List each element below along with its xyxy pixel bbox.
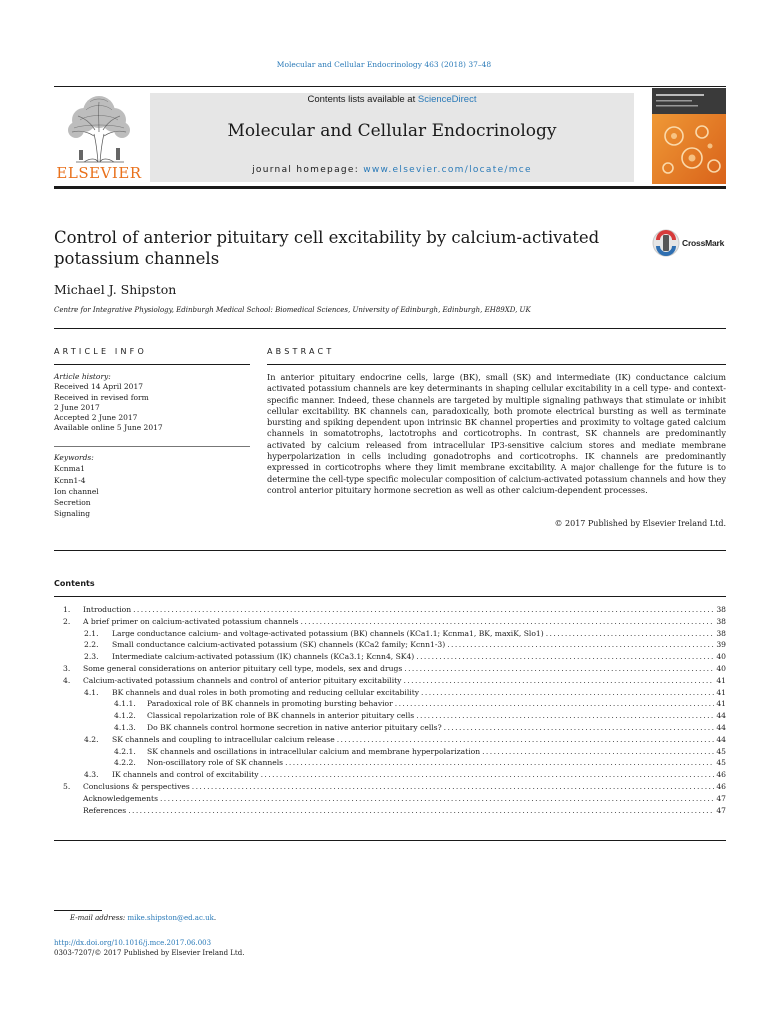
abstract-body: In anterior pituitary endocrine cells, large (BK), small (SK) and intermediate (IK) conductance calcium activated potassium channels are key determinants in shaping cellular excitability in a cell type- and context-specific manner. Indeed, these channels are targeted by multiple signaling pathways that stimulate or inhibit cellular excitability. BK channels can, paradoxically, both promote electrical bursting as well as terminate bursting and spiking dependent upon intrinsic BK channel properties and proximity to voltage gated calcium channels in somatotrophs, lactotrophs and corticotrophs. In contrast, SK channels are predominantly activated by calcium released from intracellular IP3-sensitive calcium stores and mediate membrane hyperpolarization in cells including gonadotrophs and corticotrophs. IK channels are predominantly expressed in corticotrophs where they limit membrane excitability. A major challenge for the future is to determine the cell-type specific molecular composition of calcium-activated potassium channels and how they control anterior pituitary hormone secretion as well as other calcium-dependent processes.: [267, 372, 726, 495]
toc-entry[interactable]: [54, 628, 726, 640]
journal-homepage-link[interactable]: www.elsevier.com/locate/mce: [363, 165, 532, 175]
history-divider: [54, 446, 250, 447]
toc-leader-dots: [403, 675, 714, 687]
toc-entry-number: 4.3.: [84, 770, 99, 780]
journal-header-box: [150, 93, 634, 182]
toc-entry[interactable]: [54, 675, 726, 687]
toc-entry-title: BK channels and dual roles in both promoting and reducing cellular excitability: [112, 687, 420, 697]
toc-entry-page: 38: [716, 628, 726, 638]
corresponding-author-footnote: [70, 914, 216, 922]
elsevier-logo: [54, 92, 144, 182]
keyword: Secretion: [54, 498, 91, 508]
toc-leader-dots: [261, 769, 715, 781]
article-info-rule: [54, 364, 250, 365]
toc-entry[interactable]: [54, 769, 726, 781]
toc-entry-title: Classical repolarization role of BK channels in anterior pituitary cells: [147, 711, 415, 721]
history-line: Available online 5 June 2017: [54, 423, 163, 433]
toc-entry-number: 4.1.3.: [114, 722, 136, 732]
toc-entry-page: 40: [716, 663, 726, 673]
toc-entry-title: SK channels and oscillations in intracellular calcium and membrane hyperpolarization: [147, 746, 481, 756]
toc-entry-title: Acknowledgements: [83, 793, 158, 803]
toc-entry-number: 2.: [63, 616, 71, 626]
article-history: [54, 372, 250, 434]
author-email-link[interactable]: mike.shipston@ed.ac.uk: [127, 914, 214, 922]
toc-entry-title: Some general considerations on anterior pituitary cell type, models, sex and drugs: [83, 663, 403, 673]
homepage-prefix: journal homepage:: [252, 165, 364, 175]
toc-entry[interactable]: [54, 746, 726, 758]
toc-entry-page: 41: [716, 675, 726, 685]
article-history-label: Article history:: [54, 372, 111, 381]
contents-top-rule: [54, 596, 726, 597]
toc-entry-number: 4.2.1.: [114, 746, 136, 756]
keyword: Kcnn1-4: [54, 475, 86, 485]
toc-entry-title: Small conductance calcium-activated potassium (SK) channels (KCa2 family; Kcnn1-3): [112, 640, 446, 650]
toc-entry-number: 5.: [63, 781, 71, 791]
journal-cover-icon: [652, 88, 726, 184]
history-line: 2 June 2017: [54, 402, 100, 412]
doi-link[interactable]: http://dx.doi.org/10.1016/j.mce.2017.06.003: [54, 939, 212, 947]
toc-leader-dots: [482, 746, 714, 758]
toc-entry[interactable]: [54, 616, 726, 628]
contents-bottom-rule: [54, 840, 726, 841]
toc-entry-number: 4.2.: [84, 734, 99, 744]
toc-entry-page: 47: [716, 793, 726, 803]
toc-leader-dots: [395, 698, 715, 710]
issn-line: 0303-7207/© 2017 Published by Elsevier Ireland Ltd.: [54, 949, 245, 957]
journal-citation: Molecular and Cellular Endocrinology 463 (2018) 37–48: [276, 60, 492, 69]
toc-entry-page: 38: [716, 605, 726, 614]
toc-leader-dots: [546, 628, 715, 640]
keyword: Kcnma1: [54, 464, 85, 474]
email-suffix: .: [213, 914, 217, 922]
toc-entry-page: 44: [716, 722, 726, 732]
keyword: Signaling: [54, 509, 91, 519]
toc-entry[interactable]: [54, 722, 726, 734]
toc-entry-page: 46: [716, 781, 726, 791]
footnote-rule: [54, 910, 102, 911]
sciencedirect-link[interactable]: ScienceDirect: [417, 94, 477, 105]
toc-entry-number: 2.3.: [84, 652, 99, 662]
toc-entry[interactable]: [54, 651, 726, 663]
toc-entry-title: Do BK channels control hormone secretion in native anterior pituitary cells?: [147, 722, 442, 732]
toc-entry[interactable]: [54, 793, 726, 805]
abstract-rule: [267, 364, 726, 365]
section-divider: [54, 328, 726, 329]
toc-entry-page: 47: [716, 805, 726, 815]
keywords-list: [54, 452, 250, 520]
keyword: Ion channel: [54, 486, 99, 496]
toc-entry-number: 2.2.: [84, 640, 99, 650]
toc-entry-page: 41: [716, 699, 726, 709]
history-line: Accepted 2 June 2017: [54, 413, 138, 423]
toc-leader-dots: [128, 805, 714, 817]
toc-entry-number: 4.2.2.: [114, 758, 136, 768]
elsevier-wordmark: ELSEVIER: [56, 164, 142, 182]
toc-leader-dots: [160, 793, 714, 805]
author-affiliation: Centre for Integrative Physiology, Edinburgh Medical School: Biomedical Sciences, University of Edinburgh, Edinburgh, EH89XD, UK: [54, 306, 531, 314]
toc-entry-number: 4.: [63, 675, 71, 685]
toc-leader-dots: [337, 734, 715, 746]
toc-entry[interactable]: [54, 604, 726, 616]
history-line: Received 14 April 2017: [54, 382, 143, 392]
article-info-heading: ARTICLE INFO: [54, 347, 147, 356]
toc-leader-dots: [416, 651, 714, 663]
toc-entry[interactable]: [54, 639, 726, 651]
elsevier-tree-icon: [54, 92, 144, 166]
toc-entry-number: 3.: [63, 663, 71, 673]
article-title: Control of anterior pituitary cell excitability by calcium-activated potassium channels: [54, 228, 600, 268]
toc-entry-page: 41: [716, 687, 726, 697]
toc-entry-title: Calcium-activated potassium channels and control of anterior pituitary excitability: [83, 675, 402, 685]
toc-entry-title: References: [83, 805, 127, 815]
toc-entry-number: 1.: [63, 605, 71, 614]
table-of-contents: [54, 604, 726, 816]
toc-entry-page: 38: [716, 616, 726, 626]
section-divider: [54, 550, 726, 551]
toc-entry-number: 4.1.1.: [114, 699, 136, 709]
toc-entry-title: Paradoxical role of BK channels in promoting bursting behavior: [147, 699, 393, 709]
crossmark-badge[interactable]: [652, 228, 732, 260]
toc-entry-title: SK channels and coupling to intracellular calcium release: [112, 734, 335, 744]
toc-entry[interactable]: [54, 663, 726, 675]
toc-entry[interactable]: [54, 687, 726, 699]
header-top-rule: [54, 86, 726, 87]
contents-available-line: [150, 94, 634, 105]
journal-title: Molecular and Cellular Endocrinology: [227, 121, 557, 141]
toc-entry[interactable]: [54, 805, 726, 817]
contents-prefix: Contents lists available at: [307, 94, 418, 105]
toc-entry-page: 40: [716, 652, 726, 662]
toc-entry-title: Non-oscillatory role of SK channels: [147, 758, 284, 768]
journal-cover-image: [652, 88, 726, 184]
toc-leader-dots: [133, 604, 714, 616]
toc-entry-page: 39: [716, 640, 726, 650]
toc-entry[interactable]: [54, 757, 726, 769]
toc-leader-dots: [447, 639, 714, 651]
abstract-heading: ABSTRACT: [267, 347, 335, 356]
toc-leader-dots: [285, 757, 714, 769]
toc-entry[interactable]: [54, 781, 726, 793]
toc-entry-page: 44: [716, 734, 726, 744]
toc-entry-title: Introduction: [83, 605, 132, 614]
crossmark-label: CrossMark: [682, 238, 725, 248]
history-line: Received in revised form: [54, 392, 149, 402]
toc-leader-dots: [416, 710, 714, 722]
toc-entry-title: IK channels and control of excitability: [112, 770, 259, 780]
header-bottom-rule: [54, 186, 726, 189]
keywords-label: Keywords:: [54, 453, 94, 462]
toc-leader-dots: [404, 663, 714, 675]
toc-entry-number: 2.1.: [84, 628, 99, 638]
toc-entry[interactable]: [54, 710, 726, 722]
toc-entry-page: 44: [716, 711, 726, 721]
toc-leader-dots: [421, 687, 714, 699]
toc-entry-title: A brief primer on calcium-activated potassium channels: [83, 616, 299, 626]
journal-homepage-line: [150, 165, 634, 175]
toc-leader-dots: [444, 722, 715, 734]
toc-leader-dots: [301, 616, 715, 628]
toc-entry-page: 45: [716, 758, 726, 768]
toc-entry-title: Intermediate calcium-activated potassium (IK) channels (KCa3.1; Kcnn4, SK4): [112, 652, 415, 662]
toc-entry-page: 45: [716, 746, 726, 756]
toc-entry-number: 4.1.: [84, 687, 99, 697]
email-label: E-mail address:: [70, 914, 128, 922]
toc-entry[interactable]: [54, 698, 726, 710]
contents-heading: Contents: [54, 579, 95, 588]
toc-entry-title: Large conductance calcium- and voltage-activated potassium (BK) channels (KCa1.1; Kcnma1, BK, maxiK, Slo1): [112, 628, 544, 638]
toc-entry-page: 46: [716, 770, 726, 780]
crossmark-icon: [652, 228, 680, 258]
toc-entry-title: Conclusions & perspectives: [83, 781, 190, 791]
abstract-copyright: © 2017 Published by Elsevier Ireland Ltd.: [554, 519, 726, 528]
article-author: Michael J. Shipston: [54, 282, 177, 297]
toc-entry[interactable]: [54, 734, 726, 746]
toc-leader-dots: [192, 781, 715, 793]
toc-entry-number: 4.1.2.: [114, 711, 136, 721]
